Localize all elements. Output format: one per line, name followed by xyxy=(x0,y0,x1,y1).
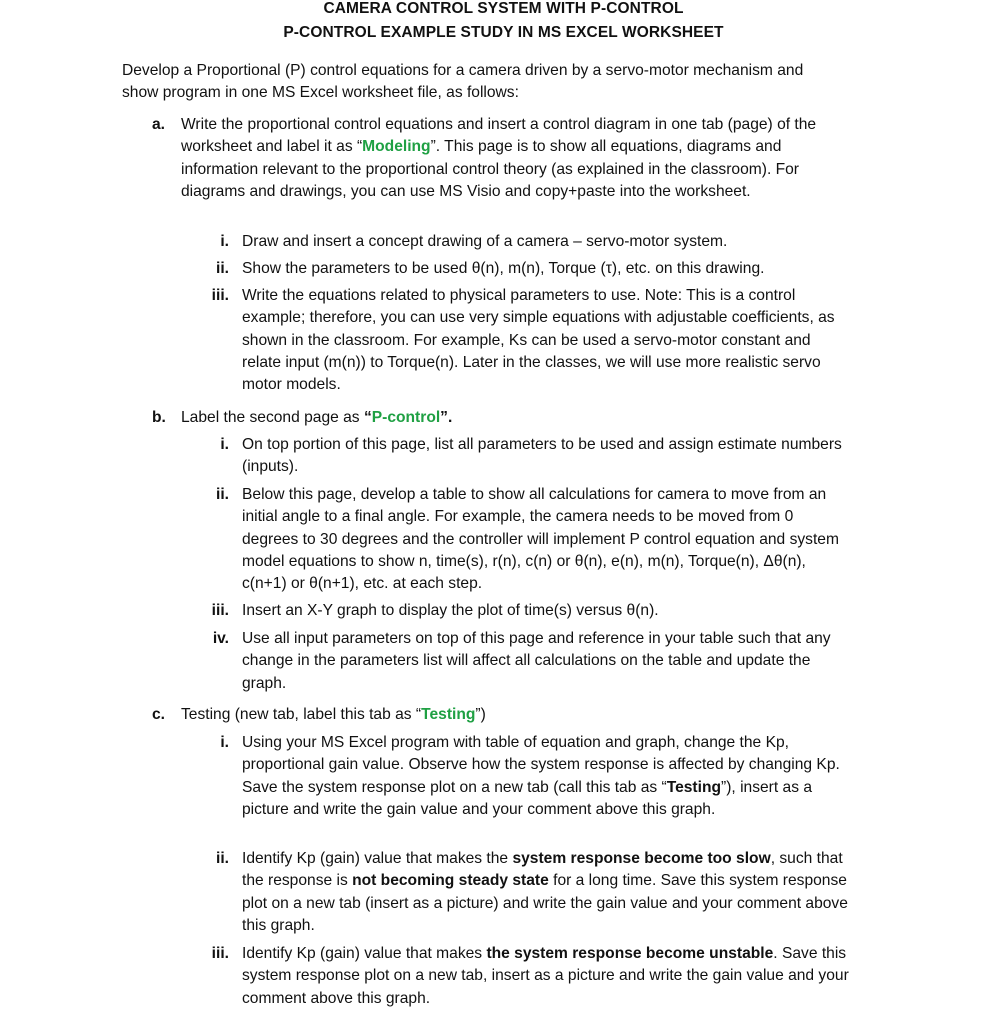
section-b-item-2 xyxy=(207,484,852,595)
section-a-item-3 xyxy=(207,285,852,396)
item-text: Show the parameters to be used θ(n), m(n), Torque (τ), etc. on this drawing. xyxy=(242,260,765,277)
section-c xyxy=(152,704,852,726)
item-marker: ii. xyxy=(216,850,229,867)
item-marker: i. xyxy=(220,436,229,453)
tab-label-testing: Testing xyxy=(421,706,476,723)
bold-run: the system response become unstable xyxy=(486,945,774,962)
text-run: , such that the response is xyxy=(242,850,843,890)
section-c-item-3 xyxy=(207,943,852,1010)
section-a-item-1 xyxy=(207,231,852,253)
text-run: Identify Kp (gain) value that makes the xyxy=(242,850,513,867)
item-marker: ii. xyxy=(216,260,229,277)
section-b-text-before: Label the second page as xyxy=(181,409,364,426)
section-c-text xyxy=(181,704,852,726)
item-marker: iii. xyxy=(211,287,229,304)
item-marker: iv. xyxy=(212,630,229,647)
section-a xyxy=(152,114,852,203)
quote-close: ”. xyxy=(440,409,453,426)
item-marker: i. xyxy=(220,734,229,751)
section-c-item-1 xyxy=(207,732,852,821)
section-c-text-before: Testing (new tab, label this tab as “ xyxy=(181,706,422,723)
section-a-marker: a. xyxy=(152,116,166,133)
item-marker: i. xyxy=(220,233,229,250)
item-text: On top portion of this page, list all parameters to be used and assign estimate numbers (inputs). xyxy=(242,436,842,476)
item-text: Use all input parameters on top of this page and reference in your table such that any change in the parameters list will affect all calculations on the table and update the graph. xyxy=(242,630,831,692)
item-text: Draw and insert a concept drawing of a camera – servo-motor system. xyxy=(242,233,728,250)
intro-paragraph: Develop a Proportional (P) control equations for a camera driven by a servo-motor mechanism and show program in one MS Excel worksheet file, as follows: xyxy=(122,62,804,102)
item-text xyxy=(242,732,852,821)
bold-run: not becoming steady state xyxy=(352,872,549,890)
tab-label-modeling: Modeling xyxy=(362,138,431,156)
section-a-text-before: Write the proportional control equations and insert a control diagram in one tab (page) of the worksheet and label it as “ xyxy=(181,116,817,156)
text-run: Using your MS Excel program with table of equation and graph, change the Kp, proportional gain value. Observe how the system response is affected by changing Kp. Save the system response plot on a new tab (call this tab as “ xyxy=(242,734,840,796)
item-marker: iii. xyxy=(211,602,229,619)
bold-run: Testing xyxy=(666,778,722,796)
bold-run: system response become too slow xyxy=(512,850,771,867)
section-a-text xyxy=(181,114,852,203)
text-run: . Save this system response plot on a new tab, insert as a picture and write the gain value and your comment above this graph. xyxy=(242,945,849,1007)
section-c-marker: c. xyxy=(152,706,166,723)
text-run: Identify Kp (gain) value that makes xyxy=(242,945,487,962)
title-line-1: CAMERA CONTROL SYSTEM WITH P-CONTROL xyxy=(323,0,684,17)
title-line-2: P-CONTROL EXAMPLE STUDY IN MS EXCEL WORKSHEET xyxy=(283,24,724,41)
section-b-text xyxy=(181,407,852,429)
item-text xyxy=(242,848,852,937)
quote-open: “ xyxy=(363,409,372,426)
text-run: for a long time. Save this system response plot on a new tab (insert as a picture) and write the gain value and your comment above this graph. xyxy=(242,872,848,934)
item-text: Insert an X-Y graph to display the plot of time(s) versus θ(n). xyxy=(242,602,659,619)
section-c-item-2 xyxy=(207,848,852,937)
item-marker: ii. xyxy=(216,486,229,503)
section-b-marker: b. xyxy=(152,409,166,426)
section-a-text-after: ”. This page is to show all equations, diagrams and information relevant to the proportional control theory (as explained in the classroom). For diagrams and drawings, you can use MS Visio and copy+paste into the worksheet. xyxy=(181,138,799,200)
section-c-text-after: ”) xyxy=(475,706,486,723)
item-text: Write the equations related to physical parameters to use. Note: This is a control example; therefore, you can use very simple equations with adjustable coefficients, as shown in the classroom. For example, Ks can be used a servo-motor constant and relate input (m(n)) to Torque(n). Later in the classes, we will use more realistic servo motor models. xyxy=(242,287,835,394)
text-run: ”), insert as a picture and write the gain value and your comment above this graph. xyxy=(242,778,813,818)
section-a-item-2 xyxy=(207,258,852,280)
section-b-item-4 xyxy=(207,628,852,695)
item-marker: iii. xyxy=(211,945,229,962)
section-b xyxy=(152,407,852,429)
item-text xyxy=(242,943,852,1010)
tab-label-p-control: P-control xyxy=(371,409,441,426)
item-text: Below this page, develop a table to show all calculations for camera to move from an initial angle to a final angle. For example, the camera needs to be moved from 0 degrees to 30 degrees and the controller will implement P control equation and system model equations to show n, time(s), r(n), c(n) or θ(n), e(n), m(n), Torque(n), Δθ(n), c(n+1) or θ(n+1), etc. at each step. xyxy=(242,486,839,593)
section-b-item-1 xyxy=(207,434,852,479)
section-b-item-3 xyxy=(207,600,852,622)
